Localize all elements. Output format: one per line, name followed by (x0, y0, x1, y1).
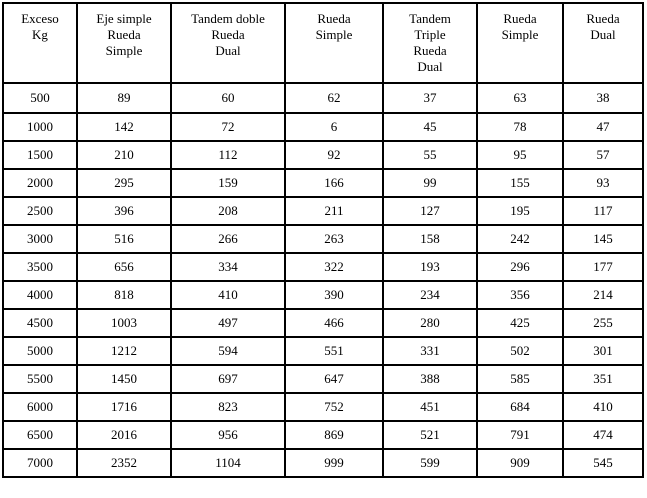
table-cell: 242 (477, 225, 563, 253)
table-cell: 1104 (171, 449, 285, 477)
table-cell: 551 (285, 337, 383, 365)
header-eje-simple-rueda-simple (77, 3, 171, 83)
table-cell: 159 (171, 169, 285, 197)
table-row (3, 113, 643, 141)
table-cell: 2352 (77, 449, 171, 477)
table-cell: 234 (383, 281, 477, 309)
header-text-line: Dual (417, 59, 443, 74)
header-rueda-dual (563, 3, 643, 83)
table-cell: 60 (171, 83, 285, 113)
table-cell: 1716 (77, 393, 171, 421)
header-rueda-simple-1 (285, 3, 383, 83)
table-cell: 752 (285, 393, 383, 421)
header-text-line: Tandem doble (191, 11, 265, 26)
table-row (3, 83, 643, 113)
table-cell: 55 (383, 141, 477, 169)
table-cell: 410 (171, 281, 285, 309)
table-cell: 1003 (77, 309, 171, 337)
exceso-kg-cell: 2000 (3, 169, 77, 197)
exceso-kg-cell: 500 (3, 83, 77, 113)
table-row (3, 253, 643, 281)
table-cell: 599 (383, 449, 477, 477)
table-cell: 62 (285, 83, 383, 113)
table-row (3, 393, 643, 421)
exceso-kg-cell: 6000 (3, 393, 77, 421)
table-cell: 545 (563, 449, 643, 477)
table-cell: 47 (563, 113, 643, 141)
table-cell: 425 (477, 309, 563, 337)
table-row (3, 449, 643, 477)
header-text-line: Dual (215, 43, 241, 58)
table-cell: 356 (477, 281, 563, 309)
table-cell: 331 (383, 337, 477, 365)
table-cell: 266 (171, 225, 285, 253)
table-cell: 166 (285, 169, 383, 197)
table-cell: 45 (383, 113, 477, 141)
table-cell: 208 (171, 197, 285, 225)
header-text-line: Rueda (413, 43, 447, 58)
table-cell: 516 (77, 225, 171, 253)
exceso-kg-cell: 2500 (3, 197, 77, 225)
table-cell: 869 (285, 421, 383, 449)
table-cell: 410 (563, 393, 643, 421)
table-cell: 89 (77, 83, 171, 113)
table-cell: 497 (171, 309, 285, 337)
table-cell: 37 (383, 83, 477, 113)
table-cell: 193 (383, 253, 477, 281)
table-cell: 93 (563, 169, 643, 197)
table-row (3, 281, 643, 309)
table-row (3, 337, 643, 365)
table-cell: 697 (171, 365, 285, 393)
header-text-line: Dual (590, 27, 616, 42)
table-cell: 1450 (77, 365, 171, 393)
table-cell: 99 (383, 169, 477, 197)
table-cell: 255 (563, 309, 643, 337)
header-tandem-triple-rueda-dual (383, 3, 477, 83)
table-cell: 999 (285, 449, 383, 477)
table-cell: 791 (477, 421, 563, 449)
table-cell: 656 (77, 253, 171, 281)
table-cell: 263 (285, 225, 383, 253)
table-cell: 296 (477, 253, 563, 281)
exceso-kg-cell: 1500 (3, 141, 77, 169)
table-cell: 909 (477, 449, 563, 477)
table-row (3, 225, 643, 253)
table-cell: 823 (171, 393, 285, 421)
table-cell: 127 (383, 197, 477, 225)
table-cell: 684 (477, 393, 563, 421)
table-cell: 466 (285, 309, 383, 337)
table-cell: 502 (477, 337, 563, 365)
table-cell: 280 (383, 309, 477, 337)
exceso-kg-cell: 1000 (3, 113, 77, 141)
table-cell: 112 (171, 141, 285, 169)
table-cell: 521 (383, 421, 477, 449)
header-tandem-doble-rueda-dual (171, 3, 285, 83)
exceso-kg-cell: 5000 (3, 337, 77, 365)
table-row (3, 421, 643, 449)
table-cell: 388 (383, 365, 477, 393)
exceso-kg-cell: 3500 (3, 253, 77, 281)
table-cell: 451 (383, 393, 477, 421)
table-cell: 195 (477, 197, 563, 225)
table-cell: 92 (285, 141, 383, 169)
header-text-line: Rueda (586, 11, 620, 26)
table-cell: 142 (77, 113, 171, 141)
header-rueda-simple-2 (477, 3, 563, 83)
header-text-line: Eje simple (96, 11, 152, 26)
table-cell: 474 (563, 421, 643, 449)
header-text-line: Simple (501, 27, 539, 42)
table-cell: 6 (285, 113, 383, 141)
header-row (3, 3, 643, 83)
exceso-kg-cell: 4500 (3, 309, 77, 337)
table-cell: 210 (77, 141, 171, 169)
table-cell: 396 (77, 197, 171, 225)
table-cell: 351 (563, 365, 643, 393)
table-cell: 145 (563, 225, 643, 253)
header-text-line: Tandem (409, 11, 451, 26)
table-body (3, 83, 643, 477)
table-row (3, 141, 643, 169)
exceso-kg-cell: 5500 (3, 365, 77, 393)
table-cell: 211 (285, 197, 383, 225)
table-cell: 78 (477, 113, 563, 141)
header-text-line: Kg (32, 27, 48, 42)
table-cell: 38 (563, 83, 643, 113)
table-cell: 117 (563, 197, 643, 225)
table-cell: 295 (77, 169, 171, 197)
header-text-line: Simple (105, 43, 143, 58)
header-text-line: Rueda (211, 27, 245, 42)
table-cell: 95 (477, 141, 563, 169)
table-cell: 2016 (77, 421, 171, 449)
header-text-line: Rueda (107, 27, 141, 42)
table-cell: 1212 (77, 337, 171, 365)
table-cell: 322 (285, 253, 383, 281)
header-text-line: Simple (315, 27, 353, 42)
table-header (3, 3, 643, 83)
table-cell: 585 (477, 365, 563, 393)
table-cell: 818 (77, 281, 171, 309)
header-exceso-kg (3, 3, 77, 83)
table-cell: 57 (563, 141, 643, 169)
table-cell: 214 (563, 281, 643, 309)
table-cell: 390 (285, 281, 383, 309)
table-row (3, 197, 643, 225)
header-text-line: Rueda (317, 11, 351, 26)
header-text-line: Triple (414, 27, 446, 42)
excess-weight-table (2, 2, 644, 478)
table-cell: 158 (383, 225, 477, 253)
table-row (3, 169, 643, 197)
table-cell: 647 (285, 365, 383, 393)
exceso-kg-cell: 7000 (3, 449, 77, 477)
table-cell: 594 (171, 337, 285, 365)
table-row (3, 309, 643, 337)
table-cell: 334 (171, 253, 285, 281)
table-cell: 301 (563, 337, 643, 365)
table-cell: 155 (477, 169, 563, 197)
table-cell: 63 (477, 83, 563, 113)
table-row (3, 365, 643, 393)
header-text-line: Rueda (503, 11, 537, 26)
table-cell: 956 (171, 421, 285, 449)
exceso-kg-cell: 6500 (3, 421, 77, 449)
header-text-line: Exceso (21, 11, 59, 26)
table-cell: 177 (563, 253, 643, 281)
exceso-kg-cell: 4000 (3, 281, 77, 309)
exceso-kg-cell: 3000 (3, 225, 77, 253)
table-cell: 72 (171, 113, 285, 141)
